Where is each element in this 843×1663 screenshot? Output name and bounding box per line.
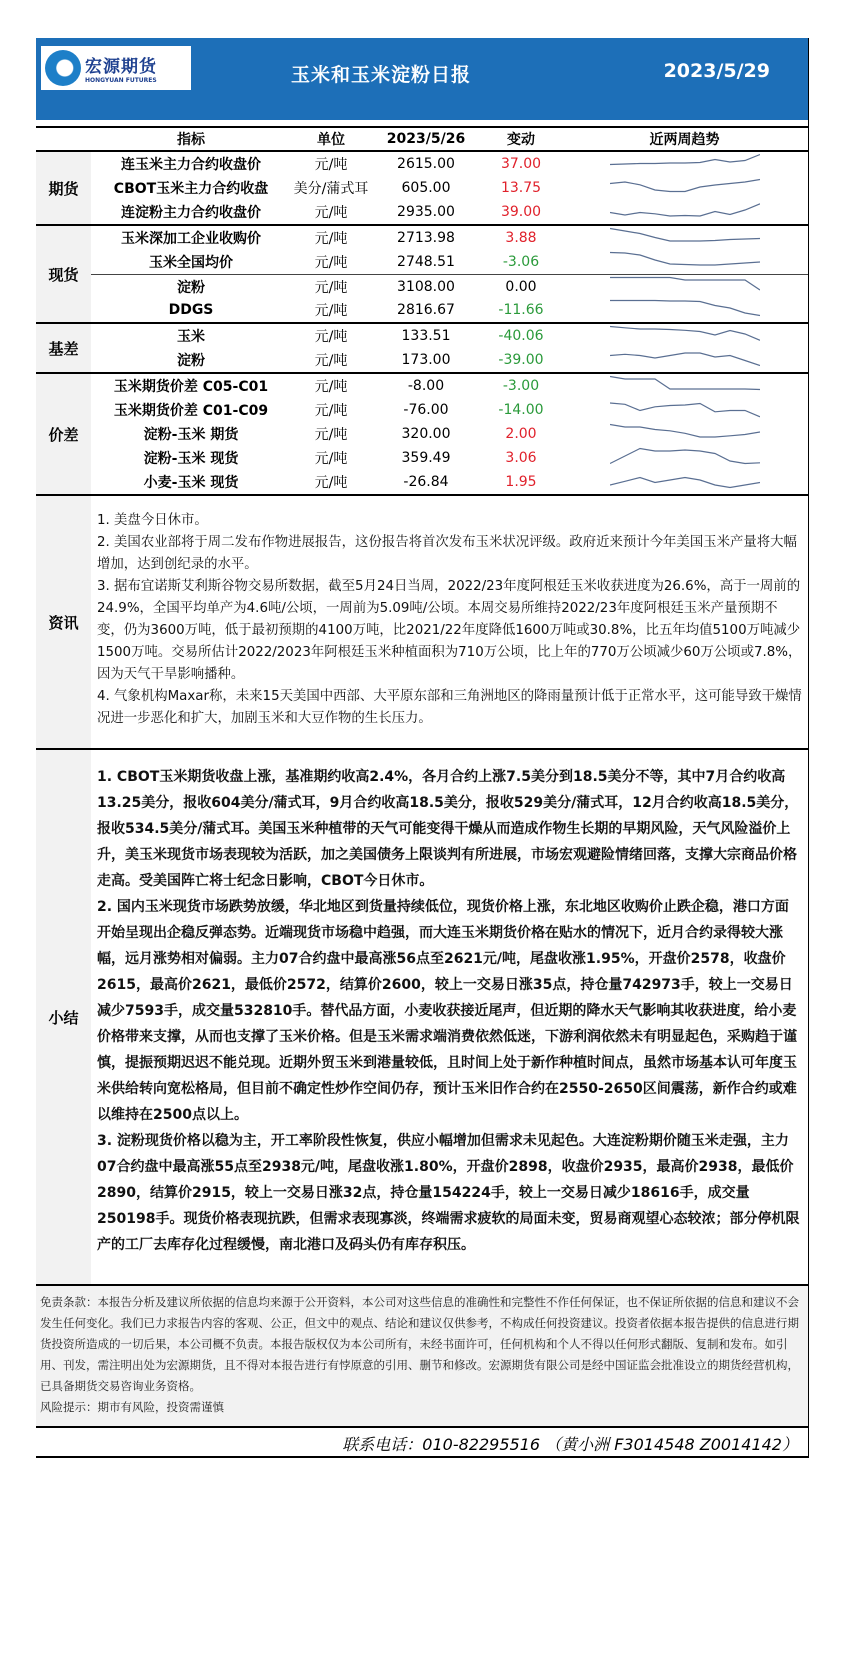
table-row [91, 250, 808, 274]
indicator-name: CBOT玉米主力合约收盘 [113, 181, 269, 197]
trend-cell [561, 151, 808, 177]
unit: 元/吨 [314, 427, 348, 443]
change: -40.06 [498, 328, 544, 344]
change: -39.00 [498, 352, 544, 368]
sparkline-line [610, 301, 760, 316]
news-item: 1. 美盘今日休市。 [97, 513, 208, 528]
col-unit: 单位 [317, 132, 345, 148]
category-label: 现货 [36, 226, 91, 322]
value: 2748.51 [397, 254, 455, 270]
news-item: 4. 气象机构Maxar称，未来15天美国中西部、大平原东部和三角洲地区的降雨量预计低于正常水平，这可能导致干燥情况进一步恶化和扩大，加剧玉米和大豆作物的生长压力。 [97, 689, 802, 726]
indicator-name: DDGS [168, 302, 214, 318]
unit: 元/吨 [314, 279, 348, 296]
unit: 元/吨 [314, 303, 348, 319]
table-row [91, 470, 808, 494]
sparkline-line [610, 180, 760, 192]
trend-cell [561, 373, 808, 399]
sparkline-line [610, 229, 760, 242]
sparkline [610, 469, 760, 491]
company-logo [41, 46, 191, 90]
disclaimer [36, 1286, 808, 1428]
change: 3.06 [505, 450, 537, 466]
change: 39.00 [500, 204, 542, 220]
sparkline [610, 274, 760, 296]
section-2 [36, 324, 808, 374]
logo-cn: 宏源期货 [85, 57, 157, 77]
change: -3.06 [502, 254, 540, 270]
change: -11.66 [498, 302, 544, 318]
value: 605.00 [401, 180, 451, 196]
unit: 元/吨 [314, 205, 348, 221]
trend-cell [561, 347, 808, 373]
change: -3.00 [502, 378, 540, 394]
unit: 元/吨 [314, 403, 348, 419]
summary-label: 小结 [36, 750, 91, 1284]
trend-cell [561, 175, 808, 201]
summary-section [36, 750, 808, 1286]
trend-cell [561, 323, 808, 349]
indicator-name: 小麦-玉米 现货 [143, 475, 239, 491]
table-row [91, 422, 808, 446]
unit: 元/吨 [314, 329, 348, 345]
report-header [36, 38, 808, 120]
value: 359.49 [401, 450, 451, 466]
sparkline-line [610, 327, 760, 341]
data-table [36, 152, 808, 496]
sparkline [610, 323, 760, 345]
change: 37.00 [500, 156, 542, 172]
sparkline [610, 225, 760, 247]
value: 3108.00 [397, 278, 455, 295]
value: 2615.00 [397, 156, 455, 172]
sparkline [610, 249, 760, 271]
section-3 [36, 374, 808, 496]
trend-cell [561, 249, 808, 275]
col-date: 2023/5/26 [386, 131, 466, 147]
trend-cell [561, 397, 808, 423]
news-item: 2. 美国农业部将于周二发布作物进展报告，这份报告将首次发布玉米状况评级。政府近来预计今年美国玉米产量将大幅增加，达到创纪录的水平。 [97, 535, 797, 572]
indicator-name: 玉米期货价差 C05-C01 [113, 379, 269, 395]
trend-cell [561, 199, 808, 225]
table-row [91, 152, 808, 176]
sparkline-line [610, 425, 760, 438]
sparkline [610, 421, 760, 443]
value: 2816.67 [397, 302, 455, 318]
unit: 元/吨 [314, 379, 348, 395]
trend-cell [561, 469, 808, 495]
table-row [91, 374, 808, 398]
col-trend: 近两周趋势 [649, 132, 720, 148]
value: -8.00 [407, 378, 445, 394]
col-indicator: 指标 [177, 132, 205, 148]
category-label: 价差 [36, 374, 91, 494]
sparkline [610, 199, 760, 221]
table-row [91, 398, 808, 422]
change: 13.75 [500, 180, 542, 196]
value: -26.84 [403, 474, 449, 490]
value: 320.00 [401, 426, 451, 442]
summary-item: 1. CBOT玉米期货收盘上涨，基准期约收高2.4%，各月合约上涨7.5美分到18.5美分不等，其中7月合约收高13.25美分，报收604美分/蒲式耳，9月合约收高18.5美分，报收529美分/蒲式耳，12月合约收高18.5美分，报收534.5美分/蒲式耳。美国玉米种植带的天气可能变得干燥从而造成作物生长期的早期风险，天气风险溢价上升，美玉米现货市场表现较为活跃，加之美国债务上限谈判有所进展，市场宏观避险情绪回落，支撑大宗商品价格走高。受美国阵亡将士纪念日影响，CBOT今日休市。 [97, 769, 799, 889]
sparkline-line [610, 277, 760, 290]
category-label: 基差 [36, 324, 91, 372]
section-0 [36, 152, 808, 226]
daily-report [36, 38, 809, 1458]
indicator-name: 连玉米主力合约收盘价 [121, 157, 261, 173]
unit: 元/吨 [314, 475, 348, 491]
unit: 元/吨 [314, 451, 348, 467]
value: 2935.00 [397, 204, 455, 220]
change: -14.00 [498, 402, 544, 418]
table-row [91, 348, 808, 372]
indicator-name: 玉米全国均价 [149, 255, 233, 271]
trend-cell [561, 297, 808, 323]
indicator-name: 玉米 [177, 329, 205, 345]
change: 1.95 [505, 474, 537, 490]
category-label: 期货 [36, 152, 91, 224]
trend-cell [561, 445, 808, 471]
value: -76.00 [403, 402, 449, 418]
change: 0.00 [505, 278, 537, 295]
unit: 元/吨 [314, 353, 348, 369]
sparkline [610, 373, 760, 395]
sparkline [610, 297, 760, 319]
sparkline-line [610, 377, 760, 390]
sparkline [610, 347, 760, 369]
table-row [91, 446, 808, 470]
sparkline-line [610, 155, 760, 165]
indicator-name: 淀粉-玉米 现货 [143, 451, 239, 467]
indicator-name: 玉米深加工企业收购价 [121, 231, 261, 247]
table-header [36, 126, 808, 152]
summary-item: 2. 国内玉米现货市场跌势放缓，华北地区到货量持续低位，现货价格上涨，东北地区收购价止跌企稳，港口方面开始呈现出企稳反弹态势。近端现货市场稳中趋强，而大连玉米期货价格在贴水的情况下，近月合约录得较大涨幅，远月涨势相对偏弱。主力07合约盘中最高涨56点至2621元/吨，尾盘收涨1.95%，开盘价2578，收盘价2615，最高价2621，最低价2572，结算价2600，较上一交易日涨35点，持仓量742973手，较上一交易日减少7593手，成交量532810手。替代品方面，小麦收获接近尾声，但近期的降水天气影响其收获进度，给小麦价格带来支撑，从而也支撑了玉米价格。但是玉米需求端消费依然低迷，下游利润依然未有明显起色，采购趋于谨慎，提振预期迟迟不能兑现。近期外贸玉米到港量较低，且时间上处于新作种植时间点，虽然市场基本认可年度玉米供给转向宽松格局，但目前不确定性炒作空间仍存，预计玉米旧作合约在2550-2650区间震荡，新作合约或难以维持在2500点以上。 [97, 899, 797, 1123]
unit: 元/吨 [314, 231, 348, 247]
sparkline [610, 175, 760, 197]
unit: 元/吨 [314, 255, 348, 271]
contact-info: 联系电话：010-82295516 （黄小洲 F3014548 Z0014142） [36, 1428, 808, 1458]
table-row [91, 324, 808, 348]
value: 2713.98 [397, 230, 455, 246]
risk-notice: 风险提示：期市有风险，投资需谨慎 [40, 1400, 224, 1414]
trend-cell [561, 274, 808, 300]
sparkline-line [610, 353, 760, 366]
news-label: 资讯 [36, 496, 91, 748]
unit: 美分/蒲式耳 [293, 181, 369, 197]
indicator-name: 连淀粉主力合约收盘价 [121, 205, 261, 221]
trend-cell [561, 421, 808, 447]
change: 3.88 [505, 230, 537, 246]
table-row [91, 200, 808, 224]
report-title: 玉米和玉米淀粉日报 [291, 64, 472, 86]
table-row [91, 274, 808, 298]
news-item: 3. 据布宜诺斯艾利斯谷物交易所数据，截至5月24日当周，2022/23年度阿根廷玉米收获进度为26.6%，高于一周前的24.9%，全国平均单产为4.6吨/公顷，一周前为5.09吨/公顷。本周交易所维持2022/23年度阿根廷玉米产量预期不变，仍为3600万吨，低于最初预期的4100万吨，比2021/22年度降低1600万吨或30.8%，比五年均值5100万吨减少1500万吨。交易所估计2022/2023年阿根廷玉米种植面积为710万公顷，比上年的770万公顷减少60万公顷或7.8%，因为天气干旱影响播种。 [97, 579, 802, 682]
logo-en: HONGYUAN FUTURES [85, 77, 157, 84]
summary-item: 3. 淀粉现货价格以稳为主，开工率阶段性恢复，供应小幅增加但需求未见起色。大连淀粉期价随玉米走强，主力07合约盘中最高涨55点至2938元/吨，尾盘收涨1.80%，开盘价2898，收盘价2935，最高价2938，最低价2890，结算价2915，较上一交易日涨32点，持仓量154224手，较上一交易日减少18616手，成交量250198手。现货价格表现抗跌，但需求表现寡淡，终端需求疲软的局面未变，贸易商观望心态较浓；部分停机限产的工厂去库存化过程缓慢，南北港口及码头仍有库存积压。 [97, 1133, 800, 1253]
report-date: 2023/5/29 [663, 60, 770, 82]
change: 2.00 [505, 426, 537, 442]
sparkline [610, 397, 760, 419]
sparkline-line [610, 253, 760, 266]
indicator-name: 淀粉-玉米 期货 [143, 427, 239, 443]
trend-cell [561, 225, 808, 251]
indicator-name: 玉米期货价差 C01-C09 [113, 403, 269, 419]
sparkline-line [610, 449, 760, 464]
sparkline [610, 151, 760, 173]
table-row [91, 226, 808, 250]
value: 173.00 [401, 352, 451, 368]
table-row [91, 176, 808, 200]
indicator-name: 淀粉 [177, 353, 205, 369]
sparkline [610, 445, 760, 467]
section-1 [36, 226, 808, 324]
sparkline-line [610, 204, 760, 216]
table-row [91, 298, 808, 322]
col-change: 变动 [507, 132, 535, 148]
indicator-name: 淀粉 [177, 279, 205, 296]
news-section [36, 496, 808, 750]
logo-mark-icon [45, 50, 81, 86]
value: 133.51 [401, 328, 451, 344]
disclaimer-text: 免责条款：本报告分析及建议所依据的信息均来源于公开资料，本公司对这些信息的准确性和完整性不作任何保证，也不保证所依据的信息和建议不会发生任何变化。我们已力求报告内容的客观、公正，但文中的观点、结论和建议仅供参考，不构成任何投资建议。投资者依据本报告提供的信息进行期货投资所造成的一切后果，本公司概不负责。本报告版权仅为本公司所有，未经书面许可，任何机构和个人不得以任何形式翻版、复制和发布。如引用、刊发，需注明出处为宏源期货，且不得对本报告进行有悖原意的引用、删节和修改。宏源期货有限公司是经中国证监会批准设立的期货经营机构，已具备期货交易咨询业务资格。 [40, 1295, 799, 1393]
sparkline-line [610, 478, 760, 488]
unit: 元/吨 [314, 157, 348, 173]
sparkline-line [610, 403, 760, 417]
